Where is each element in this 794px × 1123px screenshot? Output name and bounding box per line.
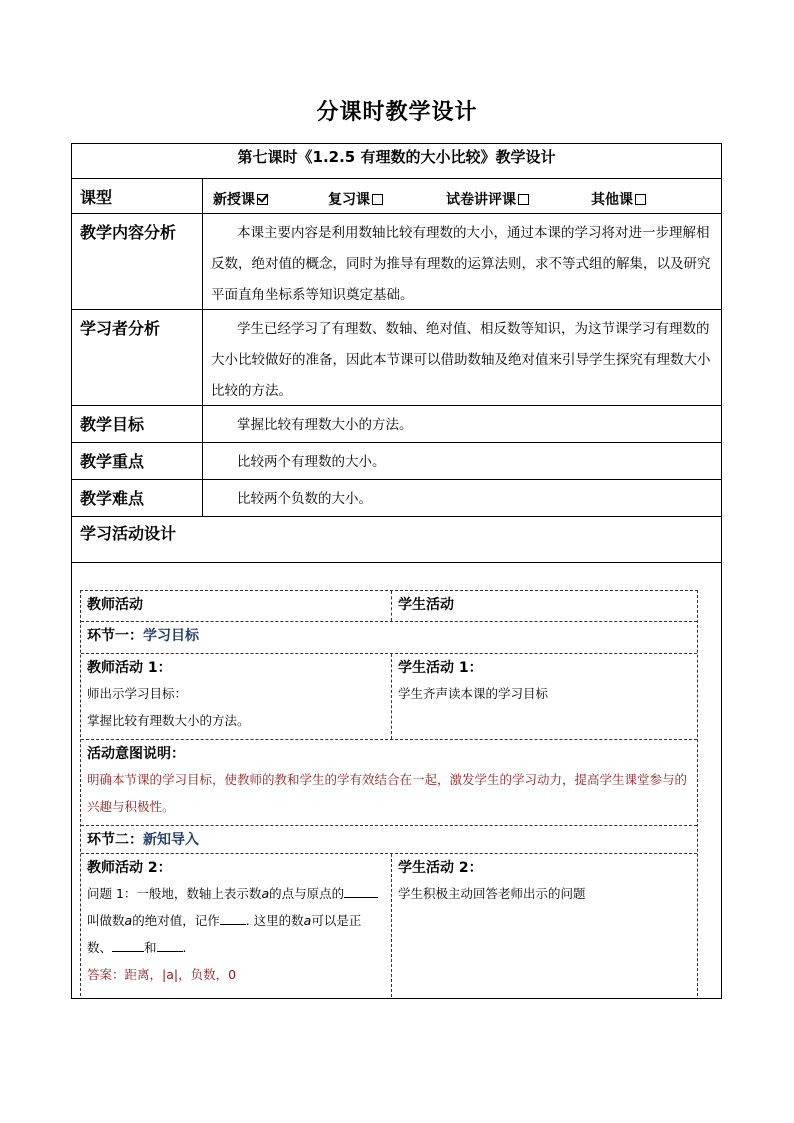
- objective-label: 教学目标: [72, 406, 203, 442]
- student-activity-header: 学生活动: [398, 597, 454, 613]
- student-activity-1-title: 学生活动 1：: [398, 660, 483, 676]
- teacher-activity-2-title: 教师活动 2：: [87, 860, 172, 876]
- checkbox-icon: [518, 194, 529, 205]
- learner-analysis-label: 学习者分析: [72, 310, 203, 405]
- learner-analysis-text: 学生已经学习了有理数、数轴、绝对值、相反数等知识，为这节课学习有理数的大小比较做好的准备，因此本节课可以借助数轴及绝对值来引导学生探究有理数大小比较的方法。: [211, 321, 711, 399]
- activity-2-row: [81, 854, 697, 997]
- difficulty-row: [72, 480, 721, 517]
- activity-intent-row: [81, 740, 697, 826]
- teacher-activity-1-line1: 师出示学习目标：: [87, 686, 188, 701]
- difficulty-label: 教学难点: [72, 480, 203, 516]
- content-analysis-text: 本课主要内容是利用数轴比较有理数的大小，通过本课的学习将对进一步理解相反数，绝对值的概念，同时为推导有理数的运算法则，求不等式组的解集，以及研究平面直角坐标系等知识奠定基础。: [211, 225, 711, 303]
- key-point-label: 教学重点: [72, 443, 203, 479]
- activity-table: [80, 590, 698, 996]
- section-1-name: 学习目标: [143, 628, 199, 644]
- type-option-review[interactable]: 复习课: [328, 185, 383, 216]
- lesson-title-row: [72, 144, 721, 179]
- lesson-type-label: 课型: [72, 179, 203, 213]
- activity-intent-text: 明确本节课的学习目标，使教师的教和学生的学有效结合在一起，激发学生的学习动力，提高学生课堂参与的兴趣与积极性。: [87, 772, 688, 814]
- activity-1-row: [81, 654, 697, 740]
- content-analysis-label: 教学内容分析: [72, 214, 203, 309]
- student-activity-2-title: 学生活动 2：: [398, 860, 483, 876]
- activity-header-row: [81, 591, 697, 622]
- lesson-type-row: [72, 179, 721, 214]
- learner-analysis-row: [72, 310, 721, 406]
- answer-blank: [157, 951, 183, 952]
- key-point-row: [72, 443, 721, 480]
- section-1-row: 环节一：学习目标: [81, 622, 697, 654]
- lesson-type-options: [203, 179, 721, 213]
- answer-blank: [112, 951, 144, 952]
- checked-box-icon: [257, 194, 268, 205]
- answer-blank: [220, 924, 246, 925]
- answer-blank: [344, 897, 378, 898]
- type-option-exam[interactable]: 试卷讲评课: [446, 185, 529, 216]
- teacher-activity-2-question: 问题 1：一般地，数轴上表示数a的点与原点的叫做数a的绝对值，记作 . 这里的数a可以是正数、 和 .: [81, 880, 385, 961]
- teacher-activity-1-line2: 掌握比较有理数大小的方法。: [87, 713, 250, 728]
- type-option-other[interactable]: 其他课: [591, 185, 646, 216]
- activity-design-label: 学习活动设计: [80, 524, 177, 543]
- teacher-activity-1-title: 教师活动 1：: [87, 660, 172, 676]
- checkbox-icon: [635, 194, 646, 205]
- checkbox-icon: [372, 194, 383, 205]
- objective-text: 掌握比较有理数大小的方法。: [237, 417, 413, 433]
- student-activity-1-text: 学生齐声读本课的学习目标: [398, 686, 549, 701]
- section-2-row: 环节二：新知导入: [81, 826, 697, 854]
- lesson-title: 第七课时《1.2.5 有理数的大小比较》教学设计: [237, 148, 556, 166]
- teacher-activity-header: 教师活动: [87, 597, 143, 613]
- teacher-activity-2-answer: 答案：距离，|a|，负数，0: [87, 967, 237, 982]
- content-analysis-row: [72, 214, 721, 310]
- key-point-text: 比较两个有理数的大小。: [237, 454, 386, 470]
- objective-row: [72, 406, 721, 443]
- section-2-name: 新知导入: [143, 832, 199, 848]
- student-activity-2-text: 学生积极主动回答老师出示的问题: [398, 886, 586, 901]
- type-option-new[interactable]: 新授课: [213, 185, 268, 216]
- difficulty-text: 比较两个负数的大小。: [237, 491, 372, 507]
- activity-intent-title: 活动意图说明：: [87, 746, 185, 762]
- activity-design-row: [72, 517, 721, 563]
- page-title: 分课时教学设计: [316, 100, 478, 125]
